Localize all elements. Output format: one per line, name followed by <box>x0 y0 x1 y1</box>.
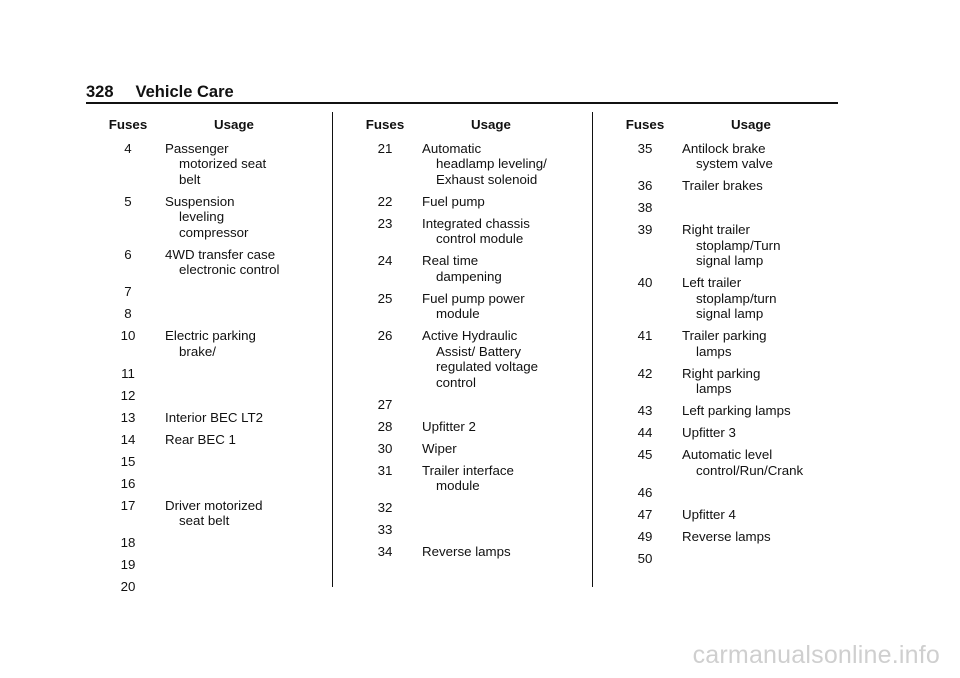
fuse-number: 7 <box>124 284 132 299</box>
column-divider <box>592 112 593 587</box>
fuse-number: 33 <box>377 522 393 537</box>
page-number: 328 <box>86 83 114 101</box>
fuse-usage <box>680 222 807 269</box>
fuse-usage <box>420 463 547 494</box>
fuse-usage <box>163 328 290 359</box>
usage-line: Automatic level <box>682 447 773 462</box>
table-row <box>350 253 580 284</box>
fuse-number: 5 <box>124 193 132 209</box>
usage-line: Active Hydraulic <box>422 328 518 343</box>
usage-line: Interior BEC LT2 <box>165 409 264 425</box>
fuse-usage <box>163 498 290 529</box>
fuse-table-column-2 <box>350 117 580 560</box>
table-row <box>350 328 580 390</box>
fuse-usage <box>420 253 547 284</box>
fuse-number: 35 <box>637 140 653 156</box>
usage-line: Wiper <box>422 440 457 456</box>
usage-line: Left parking lamps <box>682 403 791 418</box>
table-row <box>350 463 580 494</box>
usage-line: Real time <box>422 253 479 268</box>
fuse-number: 10 <box>120 328 136 343</box>
fuse-table-column-1 <box>93 117 323 595</box>
fuse-number: 30 <box>377 440 393 456</box>
fuse-usage <box>420 397 547 413</box>
fuse-number: 12 <box>120 387 136 403</box>
header-rule <box>86 102 838 104</box>
table-row <box>93 141 323 188</box>
table-row <box>93 328 323 359</box>
table-row <box>350 291 580 322</box>
table-row <box>93 579 323 595</box>
fuses-header: Fuses <box>365 117 405 132</box>
fuse-usage <box>420 291 547 322</box>
usage-header: Usage <box>471 117 511 132</box>
table-row <box>93 388 323 404</box>
table-row <box>610 485 840 501</box>
fuse-number: 14 <box>120 431 136 447</box>
fuse-number: 22 <box>377 193 393 209</box>
column-header <box>350 117 580 134</box>
fuse-number: 15 <box>120 453 136 469</box>
table-row <box>93 194 323 241</box>
fuse-number: 43 <box>637 403 653 418</box>
fuse-number: 47 <box>637 506 653 522</box>
fuse-number: 6 <box>124 246 132 262</box>
watermark: carmanualsonline.info <box>692 641 940 669</box>
fuse-number: 28 <box>377 418 393 434</box>
table-row <box>350 194 580 210</box>
table-row <box>350 216 580 247</box>
usage-line: compressor <box>179 224 249 240</box>
table-row <box>93 454 323 470</box>
fuse-usage <box>163 247 290 278</box>
fuse-number: 40 <box>637 275 653 290</box>
table-row <box>350 544 580 560</box>
usage-line: signal lamp <box>696 306 764 321</box>
fuse-number: 13 <box>120 409 136 425</box>
usage-line: Fuel pump power <box>422 290 525 306</box>
fuse-number: 11 <box>121 365 135 381</box>
usage-line: Right trailer <box>682 222 750 237</box>
fuse-usage <box>420 328 547 390</box>
fuse-usage <box>680 507 807 523</box>
fuse-usage <box>163 535 290 551</box>
table-row <box>350 397 580 413</box>
fuse-number: 4 <box>124 140 132 156</box>
table-row <box>610 275 840 322</box>
fuse-number: 31 <box>377 462 393 478</box>
usage-line: Trailer brakes <box>682 178 763 193</box>
table-row <box>93 432 323 448</box>
table-row <box>610 366 840 397</box>
column-header <box>93 117 323 134</box>
fuse-usage <box>680 328 807 359</box>
fuse-usage <box>163 454 290 470</box>
usage-line: system valve <box>696 156 773 171</box>
table-row <box>610 425 840 441</box>
usage-line: Upfitter 4 <box>682 506 736 522</box>
fuses-header: Fuses <box>625 117 665 132</box>
usage-line: Right parking <box>682 365 761 381</box>
fuse-number: 49 <box>637 528 653 544</box>
usage-line: Antilock brake <box>682 140 766 156</box>
fuse-usage <box>420 194 547 210</box>
fuse-number: 44 <box>637 425 653 440</box>
usage-line: control <box>436 374 476 390</box>
table-row <box>93 557 323 573</box>
fuse-usage <box>680 366 807 397</box>
fuse-number: 25 <box>377 290 393 306</box>
usage-line: stoplamp/turn <box>696 290 777 306</box>
fuse-usage <box>680 275 807 322</box>
fuse-usage <box>163 432 290 448</box>
fuse-usage <box>680 485 807 501</box>
usage-line: lamps <box>696 343 732 359</box>
fuse-usage <box>680 529 807 545</box>
page-header <box>86 83 234 102</box>
fuse-number: 39 <box>637 222 653 237</box>
fuse-rows <box>93 141 323 595</box>
fuse-number: 42 <box>637 365 653 381</box>
table-row <box>610 403 840 419</box>
fuse-usage <box>163 557 290 573</box>
section-title: Vehicle Care <box>135 83 234 101</box>
fuse-usage <box>420 141 547 188</box>
table-row <box>610 507 840 523</box>
fuse-number: 26 <box>377 328 393 343</box>
usage-line: Integrated chassis <box>422 215 530 231</box>
table-row <box>93 306 323 322</box>
fuse-number: 17 <box>120 497 136 513</box>
fuses-header: Fuses <box>108 117 148 132</box>
usage-line: brake/ <box>179 343 216 359</box>
fuse-rows <box>610 141 840 567</box>
table-row <box>93 366 323 382</box>
usage-line: Fuel pump <box>422 193 485 209</box>
table-row <box>350 141 580 188</box>
fuse-usage <box>680 200 807 216</box>
table-row <box>610 529 840 545</box>
usage-line: Exhaust solenoid <box>436 171 538 187</box>
fuse-usage <box>163 388 290 404</box>
fuse-usage <box>163 306 290 322</box>
fuse-usage <box>680 178 807 194</box>
table-row <box>610 551 840 567</box>
fuse-usage <box>680 551 807 567</box>
usage-line: Reverse lamps <box>422 544 511 559</box>
fuse-number: 27 <box>377 396 393 412</box>
fuse-number: 38 <box>637 200 653 215</box>
usage-line: control module <box>436 231 524 246</box>
fuse-number: 8 <box>124 306 132 321</box>
usage-line: regulated voltage <box>436 359 539 374</box>
usage-line: Passenger <box>165 140 229 156</box>
fuse-usage <box>163 476 290 492</box>
fuse-number: 21 <box>377 140 393 156</box>
usage-line: motorized seat belt <box>179 156 267 187</box>
table-row <box>610 141 840 172</box>
fuse-usage <box>420 544 547 560</box>
fuse-table-column-3 <box>610 117 840 566</box>
fuse-usage <box>163 579 290 595</box>
fuse-number: 32 <box>377 500 393 515</box>
usage-line: dampening <box>436 268 502 284</box>
fuse-usage <box>680 447 807 478</box>
fuse-usage <box>163 366 290 382</box>
fuse-usage <box>163 410 290 426</box>
usage-line: 4WD transfer case <box>165 246 276 262</box>
table-row <box>610 178 840 194</box>
fuse-number: 34 <box>377 544 393 559</box>
usage-header: Usage <box>214 117 254 132</box>
fuse-number: 45 <box>637 447 653 462</box>
column-divider <box>332 112 333 587</box>
usage-line: Trailer interface <box>422 462 514 478</box>
usage-line: lamps <box>696 381 732 396</box>
table-row <box>93 476 323 492</box>
table-row <box>350 441 580 457</box>
usage-line: Electric parking <box>165 328 256 343</box>
usage-line: Driver motorized <box>165 497 263 513</box>
usage-line: headlamp leveling/ <box>436 156 547 171</box>
fuse-usage <box>420 500 547 516</box>
fuse-usage <box>680 141 807 172</box>
fuse-number: 36 <box>637 178 653 193</box>
fuse-number: 46 <box>637 484 653 500</box>
usage-line: seat belt <box>179 513 230 528</box>
usage-line: control/Run/Crank <box>696 462 804 478</box>
fuse-usage <box>420 441 547 457</box>
fuse-number: 19 <box>120 557 136 572</box>
usage-line: Trailer parking <box>682 328 767 343</box>
fuse-number: 50 <box>637 550 653 566</box>
table-row <box>350 419 580 435</box>
usage-line: Assist/ Battery <box>436 343 521 359</box>
fuse-usage <box>163 194 290 241</box>
usage-line: Upfitter 2 <box>422 418 476 434</box>
fuse-usage <box>163 284 290 300</box>
table-row <box>93 284 323 300</box>
table-row <box>610 447 840 478</box>
fuse-rows <box>350 141 580 560</box>
table-row <box>610 328 840 359</box>
usage-line: Reverse lamps <box>682 528 771 544</box>
table-row <box>93 498 323 529</box>
fuse-usage <box>420 216 547 247</box>
fuse-usage <box>420 522 547 538</box>
fuse-usage <box>680 425 807 441</box>
usage-header: Usage <box>731 117 771 132</box>
usage-line: Rear BEC 1 <box>165 431 236 447</box>
fuse-number: 24 <box>377 253 393 268</box>
fuse-number: 23 <box>377 215 393 231</box>
usage-line: module <box>436 478 480 493</box>
usage-line: leveling <box>179 209 225 224</box>
column-header <box>610 117 840 134</box>
table-row <box>610 222 840 269</box>
usage-line: stoplamp/Turn <box>696 237 781 253</box>
fuse-number: 18 <box>120 535 136 550</box>
fuse-usage <box>680 403 807 419</box>
fuse-number: 20 <box>120 579 136 594</box>
fuse-number: 16 <box>120 475 136 491</box>
usage-line: Suspension <box>165 193 235 209</box>
fuse-usage <box>420 419 547 435</box>
usage-line: module <box>436 306 480 321</box>
table-row <box>93 247 323 278</box>
table-row <box>350 500 580 516</box>
usage-line: Upfitter 3 <box>682 425 736 440</box>
usage-line: electronic control <box>179 262 280 277</box>
fuse-usage <box>163 141 290 188</box>
table-row <box>350 522 580 538</box>
usage-line: Automatic <box>422 140 482 156</box>
usage-line: Left trailer <box>682 275 742 290</box>
table-row <box>610 200 840 216</box>
table-row <box>93 535 323 551</box>
table-row <box>93 410 323 426</box>
usage-line: signal lamp <box>696 253 764 268</box>
fuse-number: 41 <box>637 328 653 343</box>
